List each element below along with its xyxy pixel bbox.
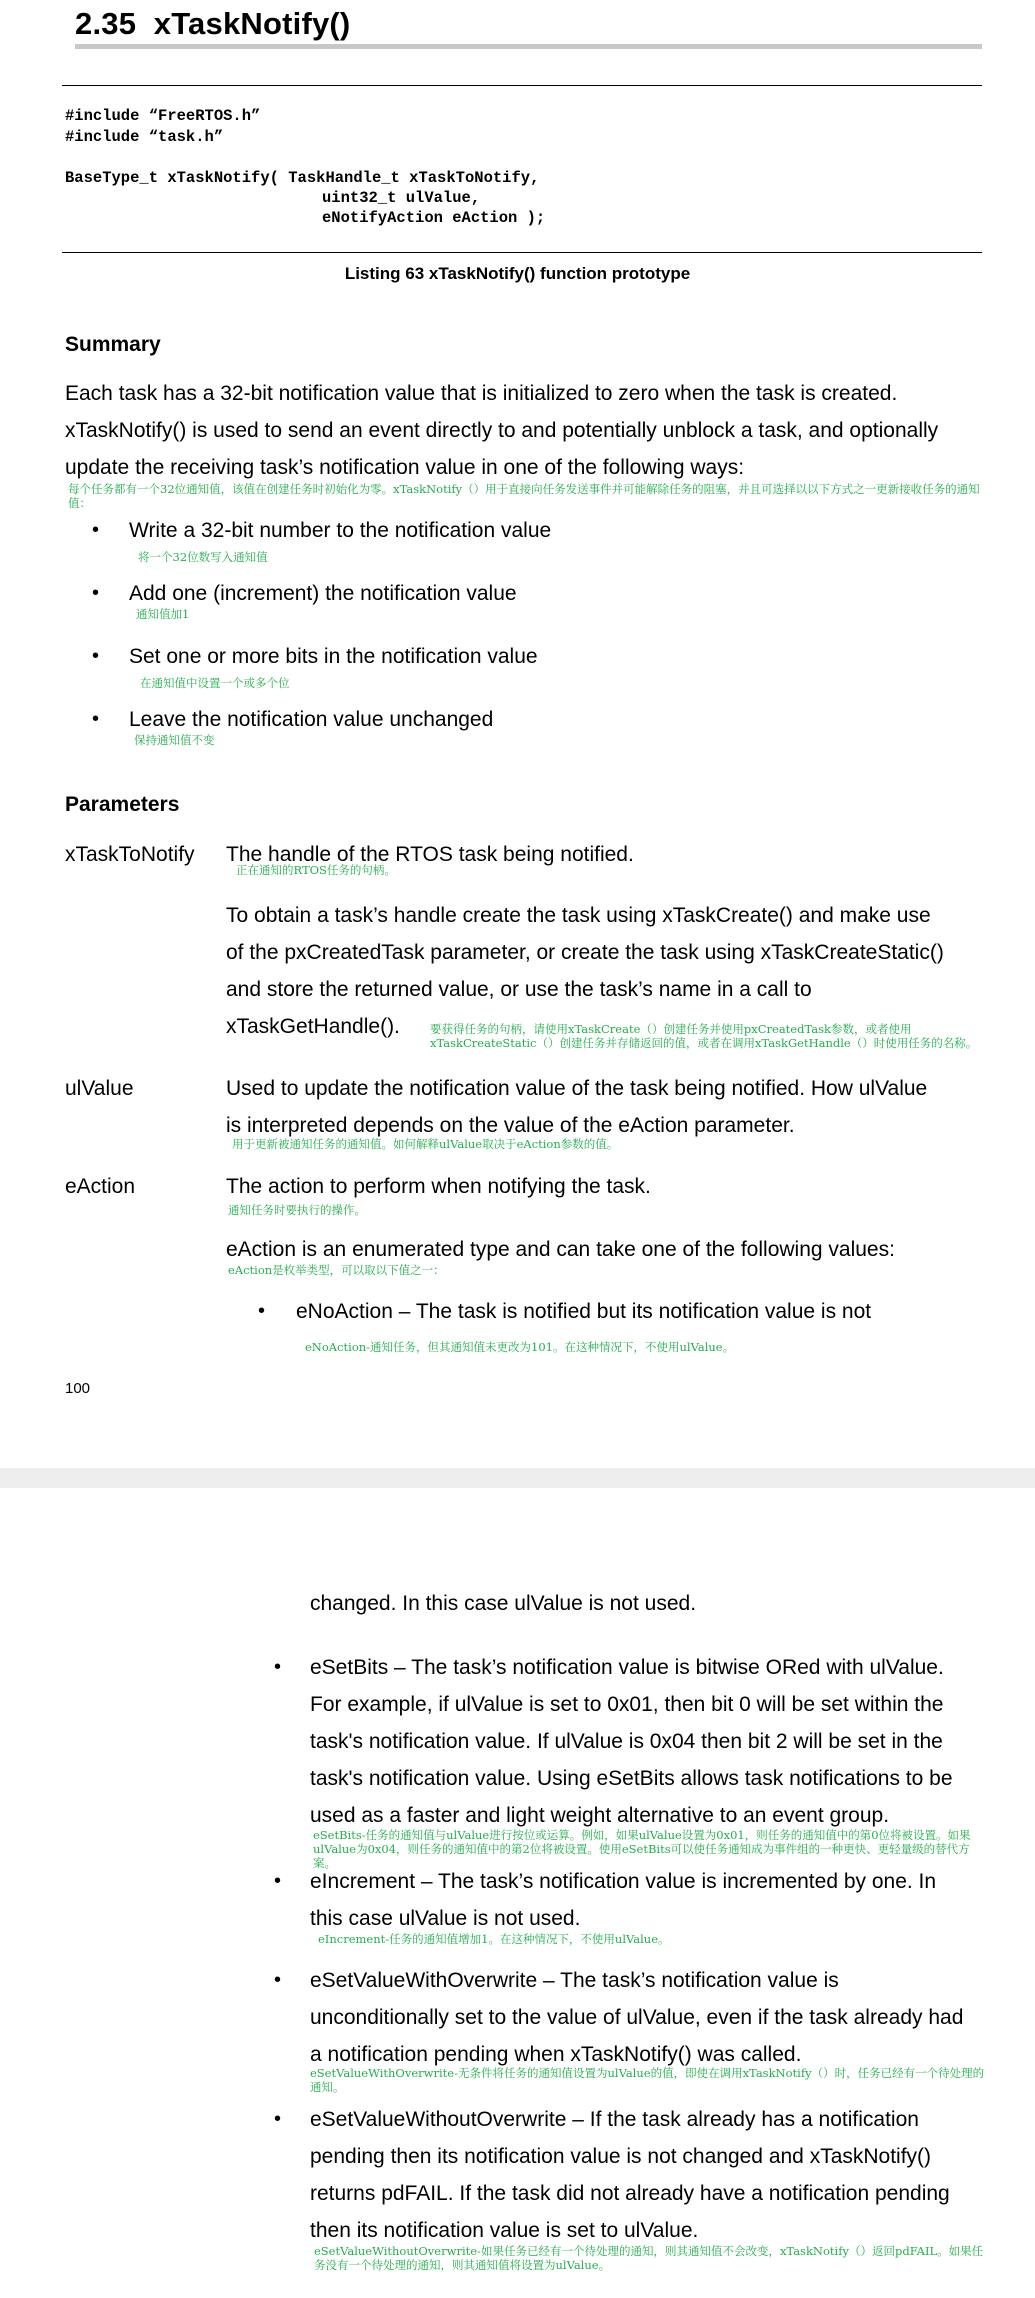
- bullet-marker: •: [258, 1300, 266, 1322]
- param-eaction-line-1-translation: 通知任务时要执行的操作。: [228, 1203, 366, 1217]
- document-page-2: [0, 1488, 1035, 2298]
- summary-bullet-2: Add one (increment) the notification value: [129, 582, 517, 605]
- param-ulvalue-line-2: is interpreted depends on the value of the eAction parameter.: [226, 1114, 795, 1137]
- eincrement-line-2: this case ulValue is not used.: [310, 1907, 581, 1930]
- eaction-noaction: eNoAction – The task is notified but its notification value is not: [296, 1300, 872, 1323]
- param-eaction-line-2: eAction is an enumerated type and can take one of the following values:: [226, 1238, 895, 1261]
- bullet-marker: •: [274, 1870, 282, 1892]
- ewithout-line-3: returns pdFAIL. If the task did not already have a notification pending: [310, 2182, 950, 2205]
- param-desc-xtasktonotify: The handle of the RTOS task being notified.: [226, 843, 634, 866]
- param-xtasktonotify-p4: xTaskGetHandle().: [226, 1015, 400, 1038]
- esetbits-line-2: For example, if ulValue is set to 0x01, then bit 0 will be set within the: [310, 1693, 944, 1716]
- eoverwrite-translation: eSetValueWithOverwrite-无条件将任务的通知值设置为ulValue的值，即使在调用xTaskNotify（）时，任务已经有一个待处理的通知。: [310, 2066, 985, 2094]
- code-prototype-line-3: eNotifyAction eAction );: [322, 209, 546, 227]
- ewithout-line-4: then its notification value is set to ulValue.: [310, 2219, 699, 2242]
- bullet-marker: •: [92, 708, 100, 730]
- heading-underline: [75, 44, 982, 49]
- esetbits-line-3: task's notification value. If ulValue is 0x04 then bit 2 will be set in the: [310, 1730, 943, 1753]
- code-include-2: #include “task.h”: [65, 128, 224, 146]
- bullet-marker: •: [92, 519, 100, 541]
- eoverwrite-line-2: unconditionally set to the value of ulValue, even if the task already had: [310, 2006, 964, 2029]
- code-bottom-rule: [62, 252, 982, 253]
- summary-bullet-1: Write a 32-bit number to the notification value: [129, 519, 552, 542]
- param-ulvalue-translation: 用于更新被通知任务的通知值。如何解释ulValue取决于eAction参数的值。: [232, 1137, 619, 1151]
- bullet-marker: •: [274, 2108, 282, 2130]
- summary-bullet-3: Set one or more bits in the notification value: [129, 645, 538, 668]
- eoverwrite-line-1: eSetValueWithOverwrite – The task’s notification value is: [310, 1969, 839, 1992]
- eincrement-translation: eIncrement-任务的通知值增加1。在这种情况下，不使用ulValue。: [318, 1932, 670, 1946]
- ewithout-line-1: eSetValueWithoutOverwrite – If the task already has a notification: [310, 2108, 919, 2131]
- ewithout-translation: eSetValueWithoutOverwrite-如果任务已经有一个待处理的通知，则其通知值不会改变，xTaskNotify（）返回pdFAIL。如果任务没有一个待处理的通知，则其通知值将设置为ulValue。: [314, 2244, 984, 2272]
- param-desc-xtasktonotify-translation: 正在通知的RTOS任务的句柄。: [236, 863, 396, 877]
- ewithout-line-2: pending then its notification value is not changed and xTaskNotify(): [310, 2145, 932, 2168]
- param-eaction-line-1: The action to perform when notifying the task.: [226, 1175, 651, 1198]
- listing-caption: Listing 63 xTaskNotify() function prototype: [344, 264, 691, 283]
- summary-line-3: update the receiving task’s notification value in one of the following ways:: [65, 456, 745, 479]
- param-name-eaction: eAction: [65, 1175, 136, 1198]
- noaction-continued: changed. In this case ulValue is not used.: [310, 1592, 697, 1615]
- bullet-marker: •: [92, 645, 100, 667]
- eaction-noaction-translation: eNoAction-通知任务，但其通知值未更改为101。在这种情况下，不使用ulValue。: [305, 1340, 735, 1354]
- section-heading: [75, 6, 350, 42]
- bullet-marker: •: [92, 582, 100, 604]
- esetbits-translation: eSetBits-任务的通知值与ulValue进行按位或运算。例如，如果ulValue设置为0x01，则任务的通知值中的第0位将被设置。如果ulValue为0x04，则任务的通知值中的第2位将被设置。使用eSetBits可以使任务通知成为事件组的一种更快、更轻量级的替代方案。: [313, 1828, 971, 1870]
- section-number: 2.35: [75, 6, 137, 41]
- param-eaction-line-2-translation: eAction是枚举类型，可以取以下值之一：: [228, 1263, 445, 1277]
- summary-bullet-2-translation: 通知值加1: [136, 607, 190, 621]
- code-prototype-line-1: BaseType_t xTaskNotify( TaskHandle_t xTaskToNotify,: [65, 169, 540, 187]
- esetbits-line-5: used as a faster and light weight alternative to an event group.: [310, 1804, 890, 1827]
- param-name-xtasktonotify: xTaskToNotify: [65, 843, 195, 866]
- param-xtasktonotify-p1: To obtain a task’s handle create the task using xTaskCreate() and make use: [226, 904, 931, 927]
- param-ulvalue-line-1: Used to update the notification value of the task being notified. How ulValue: [226, 1077, 928, 1100]
- esetbits-line-1: eSetBits – The task’s notification value is bitwise ORed with ulValue.: [310, 1656, 944, 1679]
- param-xtasktonotify-p2: of the pxCreatedTask parameter, or create the task using xTaskCreateStatic(): [226, 941, 944, 964]
- summary-bullet-3-translation: 在通知值中设置一个或多个位: [140, 676, 290, 690]
- summary-bullet-4-translation: 保持通知值不变: [134, 733, 215, 747]
- eoverwrite-line-3: a notification pending when xTaskNotify() was called.: [310, 2043, 802, 2066]
- param-xtasktonotify-translation: 要获得任务的句柄，请使用xTaskCreate（）创建任务并使用pxCreatedTask参数，或者使用xTaskCreateStatic（）创建任务并存储返回的值，或者在调用xTaskGetHandle（）时使用任务的名称。: [430, 1022, 978, 1050]
- summary-bullet-1-translation: 将一个32位数写入通知值: [138, 550, 268, 564]
- parameters-heading: Parameters: [65, 793, 180, 816]
- bullet-marker: •: [274, 1656, 282, 1678]
- summary-translation: 每个任务都有一个32位通知值，该值在创建任务时初始化为零。xTaskNotify（）用于直接向任务发送事件并可能解除任务的阻塞，并且可选择以以下方式之一更新接收任务的通知值：: [68, 482, 980, 510]
- section-title: xTaskNotify(): [153, 6, 351, 41]
- esetbits-line-4: task's notification value. Using eSetBits allows task notifications to be: [310, 1767, 953, 1790]
- param-xtasktonotify-p3: and store the returned value, or use the task’s name in a call to: [226, 978, 812, 1001]
- summary-bullet-4: Leave the notification value unchanged: [129, 708, 494, 731]
- summary-line-2: xTaskNotify() is used to send an event directly to and potentially unblock a task, and optionally: [65, 419, 939, 442]
- eincrement-line-1: eIncrement – The task’s notification value is incremented by one. In: [310, 1870, 937, 1893]
- code-include-1: #include “FreeRTOS.h”: [65, 107, 261, 125]
- bullet-marker: •: [274, 1969, 282, 1991]
- summary-heading: Summary: [65, 333, 161, 356]
- code-prototype-line-2: uint32_t ulValue,: [322, 189, 481, 207]
- code-top-rule: [62, 85, 982, 86]
- param-name-ulvalue: ulValue: [65, 1077, 134, 1100]
- summary-line-1: Each task has a 32-bit notification value that is initialized to zero when the task is created.: [65, 382, 898, 405]
- page-number: 100: [65, 1380, 91, 1397]
